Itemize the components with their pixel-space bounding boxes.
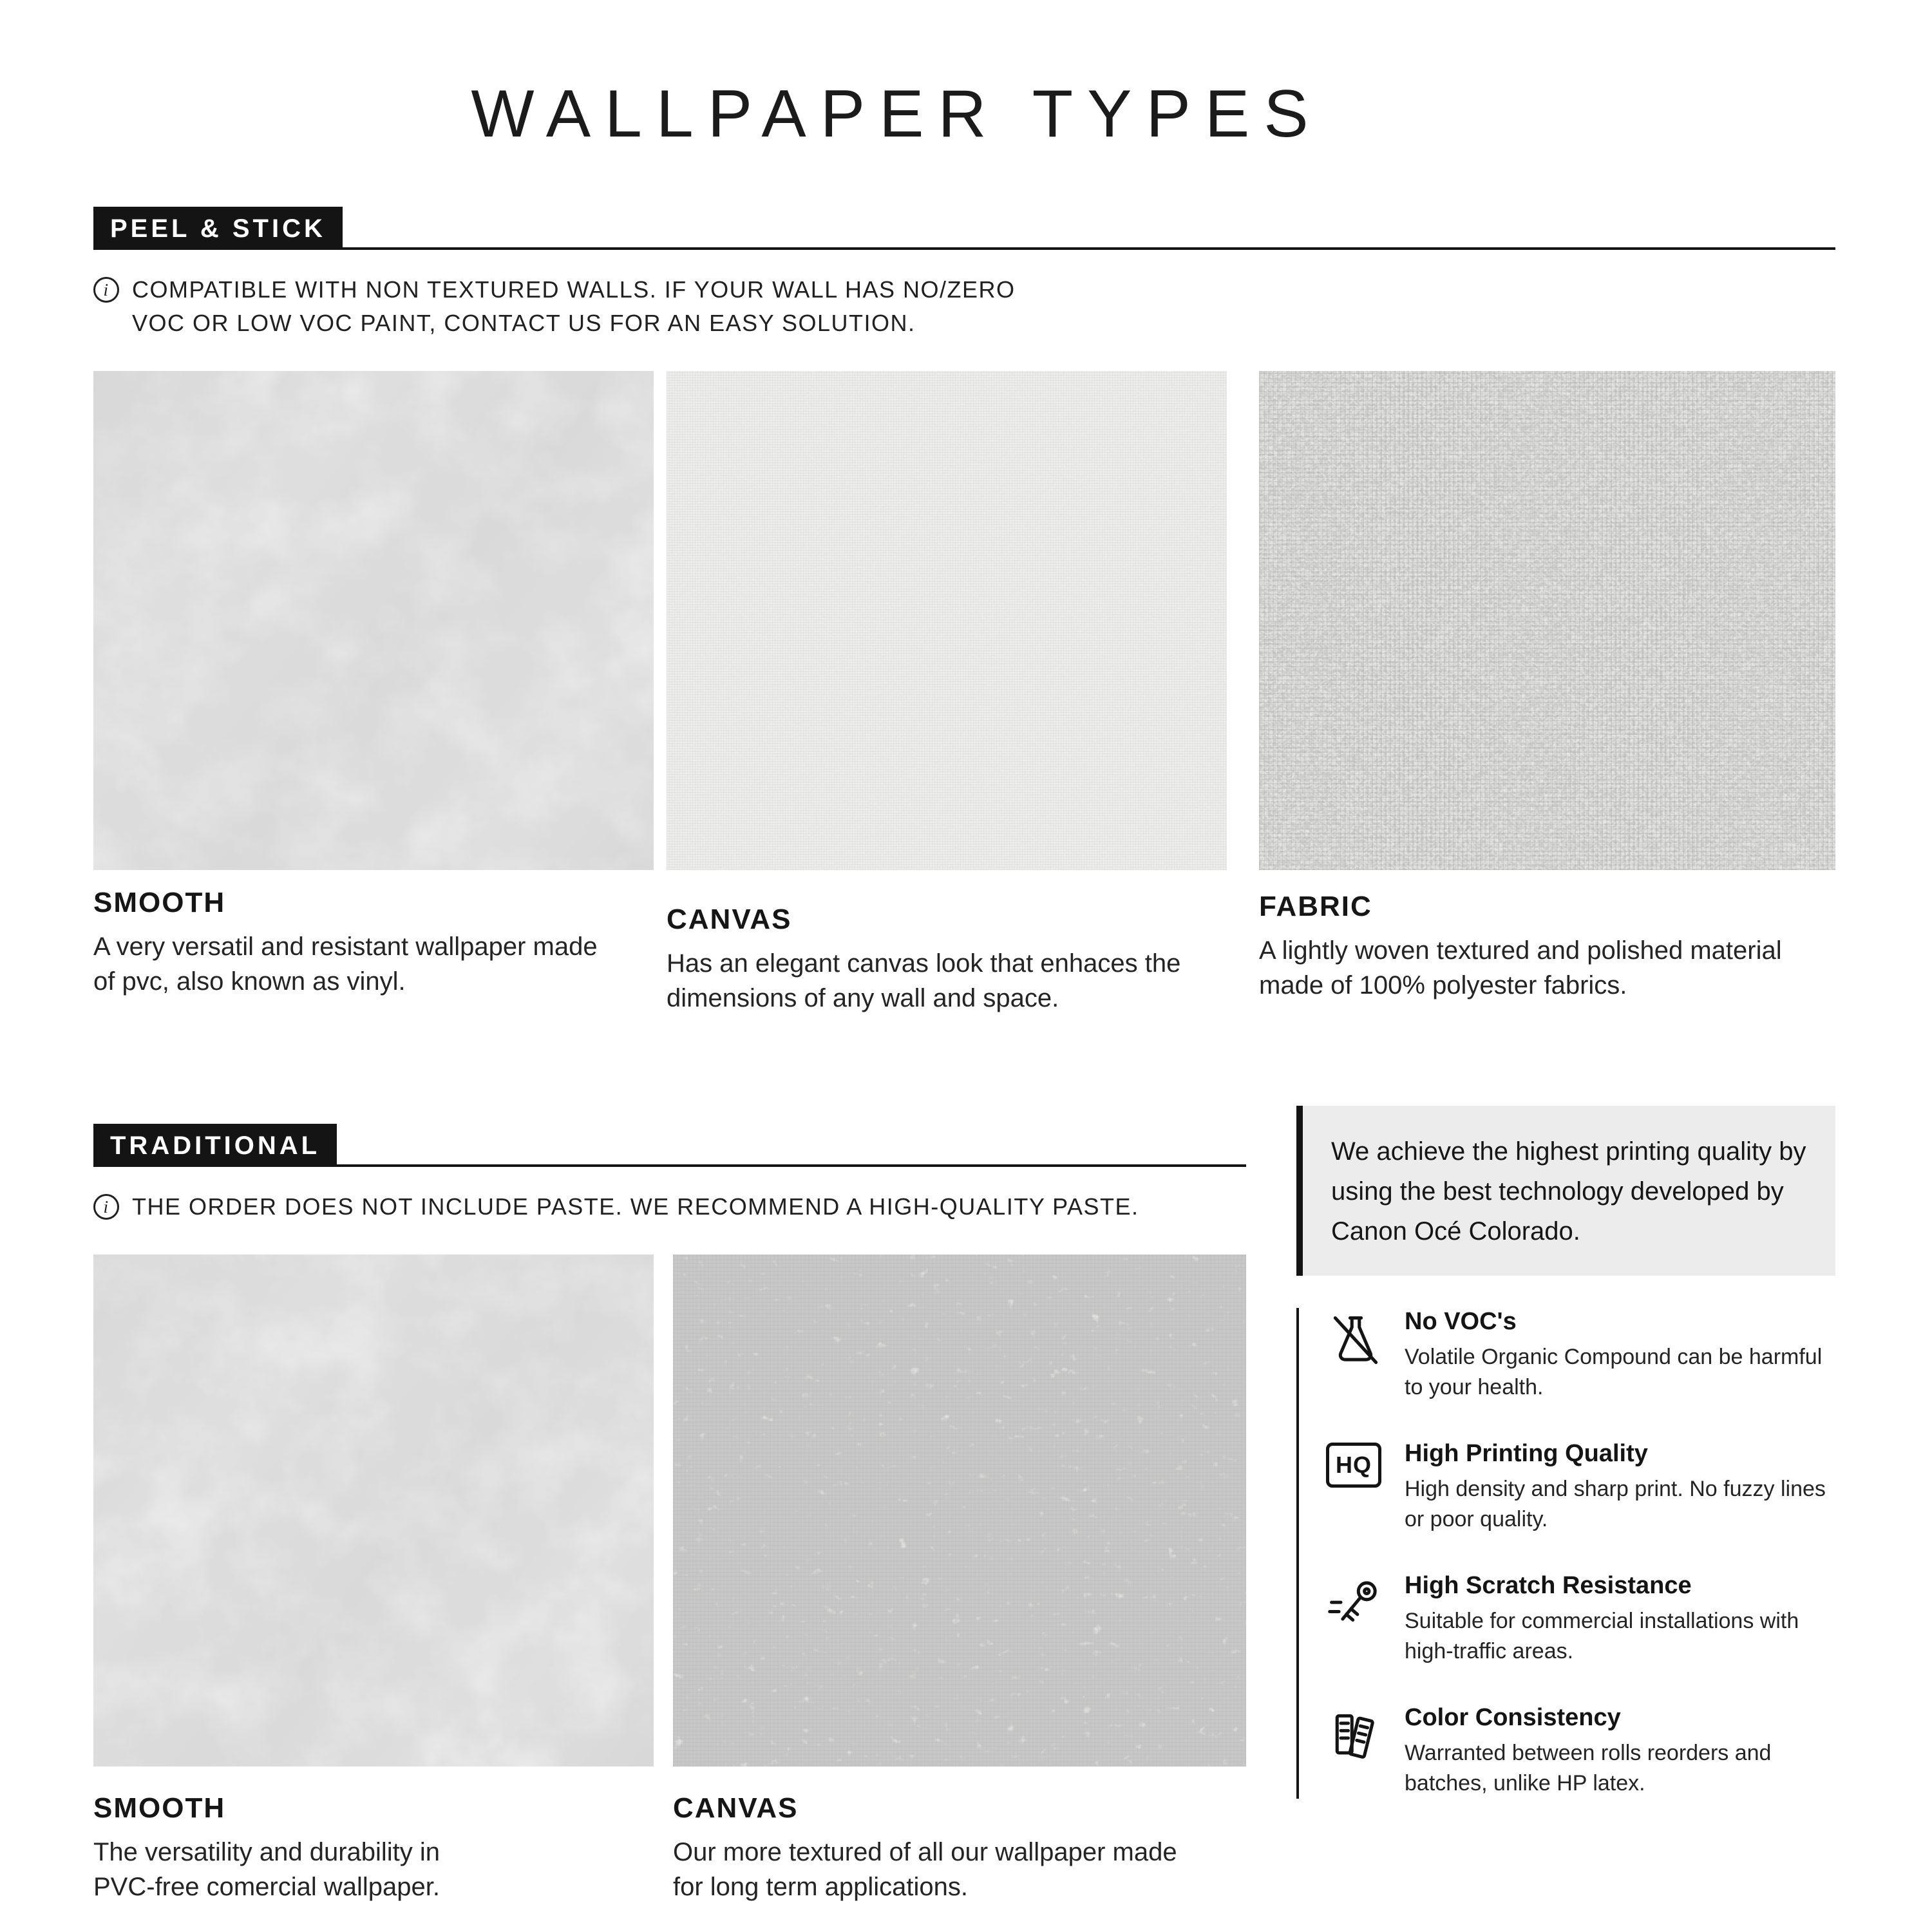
canvas-texture-image — [667, 371, 1227, 870]
traditional-swatch-row — [93, 1255, 1246, 1904]
type-name: SMOOTH — [93, 1792, 226, 1824]
feature-description: High density and sharp print. No fuzzy lines or poor quality. — [1405, 1477, 1826, 1531]
page-title: WALLPAPER TYPES — [471, 77, 1323, 151]
feature-text — [1405, 1440, 1835, 1535]
peel-stick-label: PEEL & STICK — [93, 207, 343, 250]
peel-smooth-column — [93, 371, 654, 1016]
type-name: CANVAS — [673, 1792, 799, 1824]
type-description: Our more textured of all our wallpaper made for long term applications. — [673, 1838, 1177, 1901]
peel-stick-section — [93, 207, 1835, 1016]
feature-list — [1296, 1308, 1835, 1799]
type-name: SMOOTH — [93, 887, 226, 918]
info-icon: i — [93, 1194, 119, 1220]
note-line-2: VOC OR LOW VOC PAINT, CONTACT US FOR AN EASY SOLUTION. — [132, 310, 916, 336]
type-name: FABRIC — [1259, 891, 1372, 922]
smooth-texture-image — [93, 1255, 654, 1766]
scratch-resistance-icon — [1326, 1572, 1388, 1667]
feature-title: High Printing Quality — [1405, 1440, 1648, 1467]
traditional-canvas-column — [673, 1255, 1246, 1904]
feature-high-printing-quality — [1326, 1440, 1835, 1535]
hq-icon-label: HQ — [1326, 1443, 1381, 1488]
canvas-texture-image — [673, 1255, 1246, 1766]
traditional-canvas-caption — [673, 1792, 1246, 1904]
peel-stick-note — [93, 273, 1835, 340]
type-description: A lightly woven textured and polished material made of 100% polyester fabrics. — [1259, 936, 1782, 999]
note-text — [132, 273, 1016, 340]
color-swatch-icon — [1326, 1704, 1388, 1799]
feature-text — [1405, 1704, 1835, 1799]
feature-text — [1405, 1572, 1835, 1667]
traditional-smooth-column — [93, 1255, 654, 1904]
feature-color-consistency — [1326, 1704, 1835, 1799]
feature-text — [1405, 1308, 1835, 1403]
bottom-area — [93, 1070, 1835, 1904]
type-description: A very versatil and resistant wallpaper made of pvc, also known as vinyl. — [93, 933, 598, 996]
quality-sidebar — [1296, 1070, 1835, 1904]
peel-fabric-caption — [1259, 891, 1835, 1003]
section-rule — [337, 1164, 1246, 1167]
peel-smooth-caption — [93, 887, 654, 999]
peel-stick-header — [93, 207, 1835, 250]
traditional-note — [93, 1190, 1246, 1224]
feature-title: No VOC's — [1405, 1308, 1517, 1335]
peel-canvas-caption — [667, 904, 1227, 1016]
traditional-label: TRADITIONAL — [93, 1124, 337, 1167]
feature-description: Volatile Organic Compound can be harmful to your health. — [1405, 1345, 1823, 1399]
feature-title: High Scratch Resistance — [1405, 1572, 1692, 1599]
smooth-texture-image — [93, 371, 654, 870]
traditional-section — [93, 1070, 1246, 1904]
printing-quality-statement: We achieve the highest printing quality by using the best technology developed by Canon Océ Colorado. — [1296, 1106, 1835, 1276]
peel-fabric-column — [1259, 371, 1835, 1016]
type-name: CANVAS — [667, 904, 792, 935]
section-rule — [343, 247, 1835, 250]
feature-no-voc — [1326, 1308, 1835, 1403]
fabric-texture-image — [1259, 371, 1835, 870]
traditional-smooth-caption — [93, 1792, 654, 1904]
peel-stick-swatch-row — [93, 371, 1835, 1016]
no-voc-icon — [1326, 1308, 1388, 1403]
type-description: The versatility and durability in PVC-free comercial wallpaper. — [93, 1838, 440, 1901]
note-line: THE ORDER DOES NOT INCLUDE PASTE. WE RECOMMEND A HIGH-QUALITY PASTE. — [132, 1193, 1139, 1220]
note-line-1: COMPATIBLE WITH NON TEXTURED WALLS. IF YOUR WALL HAS NO/ZERO — [132, 276, 1016, 303]
feature-description: Warranted between rolls reorders and batches, unlike HP latex. — [1405, 1741, 1772, 1795]
feature-description: Suitable for commercial installations with high-traffic areas. — [1405, 1609, 1799, 1663]
feature-scratch-resistance — [1326, 1572, 1835, 1667]
traditional-header — [93, 1124, 1246, 1167]
peel-canvas-column — [667, 371, 1227, 1016]
feature-title: Color Consistency — [1405, 1704, 1621, 1731]
type-description: Has an elegant canvas look that enhaces the dimensions of any wall and space. — [667, 949, 1181, 1012]
info-icon: i — [93, 277, 119, 303]
hq-icon — [1326, 1440, 1388, 1535]
